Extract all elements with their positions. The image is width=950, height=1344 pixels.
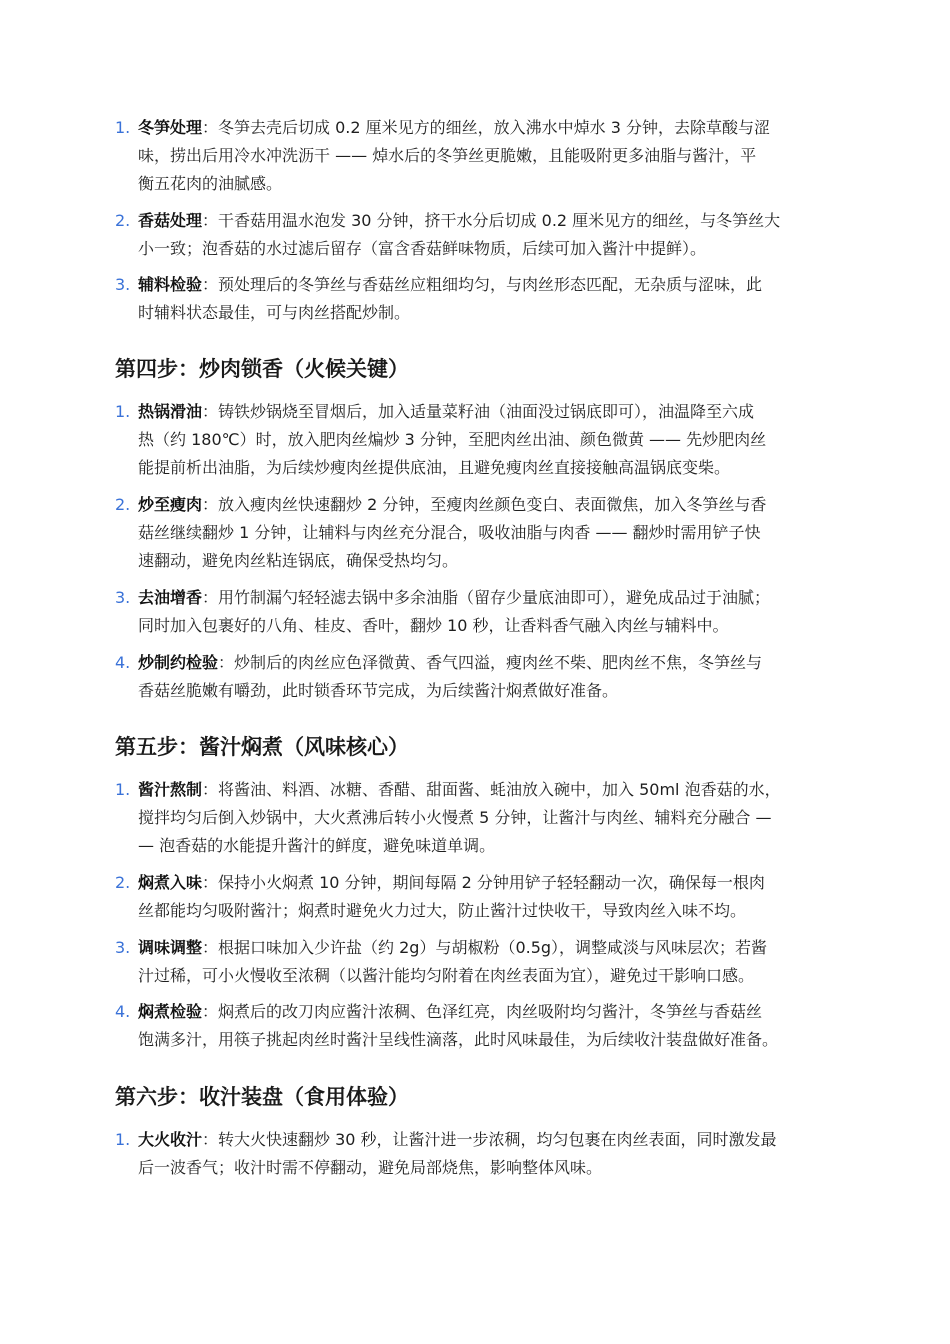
item-term: 大火收汁 — [138, 1130, 203, 1149]
text-line — [138, 998, 838, 1026]
item-line: ：预处理后的冬笋丝与香菇丝应粗细均匀，与肉丝形态匹配，无杂质与涩味，此 — [202, 275, 763, 294]
text-line — [138, 1126, 838, 1154]
item-term: 热锅滑油 — [138, 402, 203, 421]
text-line — [138, 934, 838, 962]
item-line: ：用竹制漏勺轻轻滤去锅中多余油脂（留存少量底油即可），避免成品过于油腻； — [202, 588, 771, 607]
item-line: 汁过稀，可小火慢收至浓稠（以酱汁能均匀附着在肉丝表面为宜），避免过干影响口感。 — [138, 966, 755, 985]
item-term: 辅料检验 — [138, 275, 203, 294]
list-number: 2. — [115, 211, 131, 230]
item-line: 速翻动，避免肉丝粘连锅底，确保受热均匀。 — [138, 551, 459, 570]
text-line — [138, 584, 838, 612]
list-number: 3. — [115, 588, 131, 607]
list-item-text — [138, 491, 838, 575]
item-line: 同时加入包裹好的八角、桂皮、香叶，翻炒 10 秒，让香料香气融入肉丝与辅料中。 — [138, 616, 729, 635]
list-number: 4. — [115, 1002, 131, 1021]
item-line: ：焖煮后的改刀肉应酱汁浓稠、色泽红亮，肉丝吸附均匀酱汁，冬笋丝与香菇丝 — [202, 1002, 763, 1021]
text-line — [138, 398, 838, 426]
list-item-text — [138, 398, 838, 482]
section-heading: 第五步：酱汁焖煮（风味核心） — [115, 735, 409, 759]
list-item-text — [138, 207, 838, 263]
item-line: 小一致；泡香菇的水过滤后留存（富含香菇鲜味物质，后续可加入酱汁中提鲜）。 — [138, 239, 707, 258]
item-term: 冬笋处理 — [138, 118, 203, 137]
section-heading: 第四步：炒肉锁香（火候关键） — [115, 357, 409, 381]
item-term: 调味调整 — [138, 938, 203, 957]
list-number: 1. — [115, 402, 131, 421]
item-line: 香菇丝脆嫩有嚼劲，此时锁香环节完成，为后续酱汁焖煮做好准备。 — [138, 681, 619, 700]
section-heading: 第六步：收汁装盘（食用体验） — [115, 1085, 409, 1109]
list-number: 2. — [115, 873, 131, 892]
text-line — [138, 869, 838, 897]
item-line: 味，捞出后用冷水冲洗沥干 —— 焯水后的冬笋丝更脆嫩，且能吸附更多油脂与酱汁，平 — [138, 146, 757, 165]
item-term: 焖煮入味 — [138, 873, 203, 892]
item-line: — 泡香菇的水能提升酱汁的鲜度，避免味道单调。 — [138, 836, 496, 855]
item-line: ：将酱油、料酒、冰糖、香醋、甜面酱、蚝油放入碗中，加入 50ml 泡香菇的水， — [202, 780, 781, 799]
text-line — [138, 491, 838, 519]
item-term: 去油增香 — [138, 588, 203, 607]
item-line: 后一波香气；收汁时需不停翻动，避免局部烧焦，影响整体风味。 — [138, 1158, 603, 1177]
item-term: 香菇处理 — [138, 211, 203, 230]
text-line — [138, 114, 838, 142]
list-item-text — [138, 998, 838, 1054]
item-line: ：干香菇用温水泡发 30 分钟，挤干水分后切成 0.2 厘米见方的细丝，与冬笋丝大 — [202, 211, 781, 230]
item-term: 焖煮检验 — [138, 1002, 203, 1021]
text-line — [138, 207, 838, 235]
item-line: 饱满多汁，用筷子挑起肉丝时酱汁呈线性滴落，此时风味最佳，为后续收汁装盘做好准备。 — [138, 1030, 779, 1049]
item-line: 热（约 180℃）时，放入肥肉丝煸炒 3 分钟，至肥肉丝出油、颜色微黄 —— 先炒肥肉丝 — [138, 430, 767, 449]
list-number: 3. — [115, 275, 131, 294]
item-line: 搅拌均匀后倒入炒锅中，大火煮沸后转小火慢煮 5 分钟，让酱汁与肉丝、辅料充分融合 — — [138, 808, 772, 827]
list-item-text — [138, 649, 838, 705]
item-line: 丝都能均匀吸附酱汁；焖煮时避免火力过大，防止酱汁过快收干，导致肉丝入味不均。 — [138, 901, 747, 920]
item-line: ：放入瘦肉丝快速翻炒 2 分钟，至瘦肉丝颜色变白、表面微焦，加入冬笋丝与香 — [202, 495, 767, 514]
list-item-text — [138, 584, 838, 640]
text-line — [138, 271, 838, 299]
text-line — [138, 776, 838, 804]
text-line — [138, 649, 838, 677]
item-line: ：冬笋去壳后切成 0.2 厘米见方的细丝，放入沸水中焯水 3 分钟，去除草酸与涩 — [202, 118, 770, 137]
list-number: 2. — [115, 495, 131, 514]
item-line: 能提前析出油脂，为后续炒瘦肉丝提供底油，且避免瘦肉丝直接接触高温锅底变柴。 — [138, 458, 731, 477]
list-item-text — [138, 271, 838, 327]
list-number: 3. — [115, 938, 131, 957]
item-term: 炒制约检验 — [138, 653, 219, 672]
item-line: ：保持小火焖煮 10 分钟，期间每隔 2 分钟用铲子轻轻翻动一次，确保每一根肉 — [202, 873, 765, 892]
list-number: 1. — [115, 1130, 131, 1149]
item-line: ：转大火快速翻炒 30 秒，让酱汁进一步浓稠，均匀包裹在肉丝表面，同时激发最 — [202, 1130, 777, 1149]
list-number: 4. — [115, 653, 131, 672]
list-item-text — [138, 114, 838, 198]
item-term: 酱汁熬制 — [138, 780, 203, 799]
list-number: 1. — [115, 780, 131, 799]
list-item-text — [138, 869, 838, 925]
item-term: 炒至瘦肉 — [138, 495, 203, 514]
item-line: 衡五花肉的油腻感。 — [138, 174, 283, 193]
item-line: 菇丝继续翻炒 1 分钟，让辅料与肉丝充分混合，吸收油脂与肉香 —— 翻炒时需用铲子快 — [138, 523, 761, 542]
item-line: ：铸铁炒锅烧至冒烟后，加入适量菜籽油（油面没过锅底即可），油温降至六成 — [202, 402, 755, 421]
item-line: 时辅料状态最佳，可与肉丝搭配炒制。 — [138, 303, 411, 322]
item-line: ：根据口味加入少许盐（约 2g）与胡椒粉（0.5g），调整咸淡与风味层次；若酱 — [202, 938, 768, 957]
list-item-text — [138, 1126, 838, 1182]
list-number: 1. — [115, 118, 131, 137]
list-item-text — [138, 776, 838, 860]
list-item-text — [138, 934, 838, 990]
item-line: ：炒制后的肉丝应色泽微黄、香气四溢，瘦肉丝不柴、肥肉丝不焦，冬笋丝与 — [218, 653, 763, 672]
